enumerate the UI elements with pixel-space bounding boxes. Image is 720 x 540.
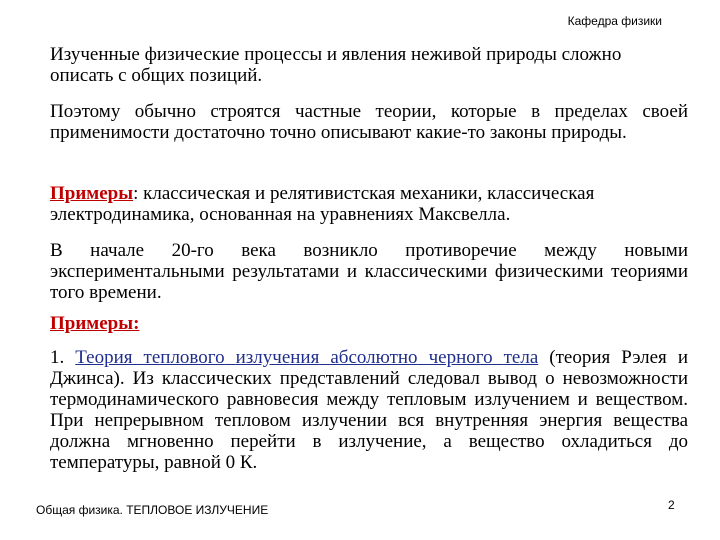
link-word: излучения bbox=[235, 347, 320, 368]
footer-title: Общая физика. ТЕПЛОВОЕ ИЗЛУЧЕНИЕ bbox=[36, 503, 269, 517]
examples-text: классическая и релятивистская механики, классическая электродинамика, основанная на уравнениях Максвелла. bbox=[50, 183, 595, 225]
link-word: теплового bbox=[143, 347, 225, 368]
examples-colon: : bbox=[133, 183, 139, 204]
page-number: 2 bbox=[668, 498, 675, 512]
paragraph-blackbody bbox=[50, 347, 688, 473]
link-word: черного bbox=[428, 347, 493, 368]
paragraph-examples-1 bbox=[50, 183, 688, 225]
paragraph-theories: Поэтому обычно строятся частные теории, которые в пределах своей применимости достаточно точно описывают какие-то законы природы. bbox=[50, 101, 688, 143]
link-word: тела bbox=[503, 347, 539, 368]
examples-label: Примеры bbox=[50, 183, 134, 204]
link-word: абсолютно bbox=[330, 347, 418, 368]
paragraph-contradiction: В начале 20-го века возникло противоречие между новыми экспериментальными результатами и классическими физическими теориями того времени. bbox=[50, 240, 688, 303]
examples-label-2: Примеры: bbox=[50, 313, 140, 334]
blackbody-theory-link[interactable] bbox=[75, 347, 538, 368]
blackbody-text: (теория Рэлея и Джинса). Из классических представлений следовал вывод о невозможности термодинамического равновесия между тепловым излучением и веществом. При непрерывном тепловом излучении вся внутренняя энергия вещества должна мгновенно перейти в излучение, а вещество охладиться до температуры, равной 0 К. bbox=[50, 347, 688, 473]
paragraph-intro: Изученные физические процессы и явления неживой природы сложно описать с общих позиций. bbox=[50, 44, 622, 86]
paragraph-examples-2 bbox=[50, 313, 688, 334]
link-word: Теория bbox=[75, 347, 133, 368]
item-number: 1. bbox=[50, 347, 65, 368]
department-header: Кафедра физики bbox=[567, 14, 662, 28]
